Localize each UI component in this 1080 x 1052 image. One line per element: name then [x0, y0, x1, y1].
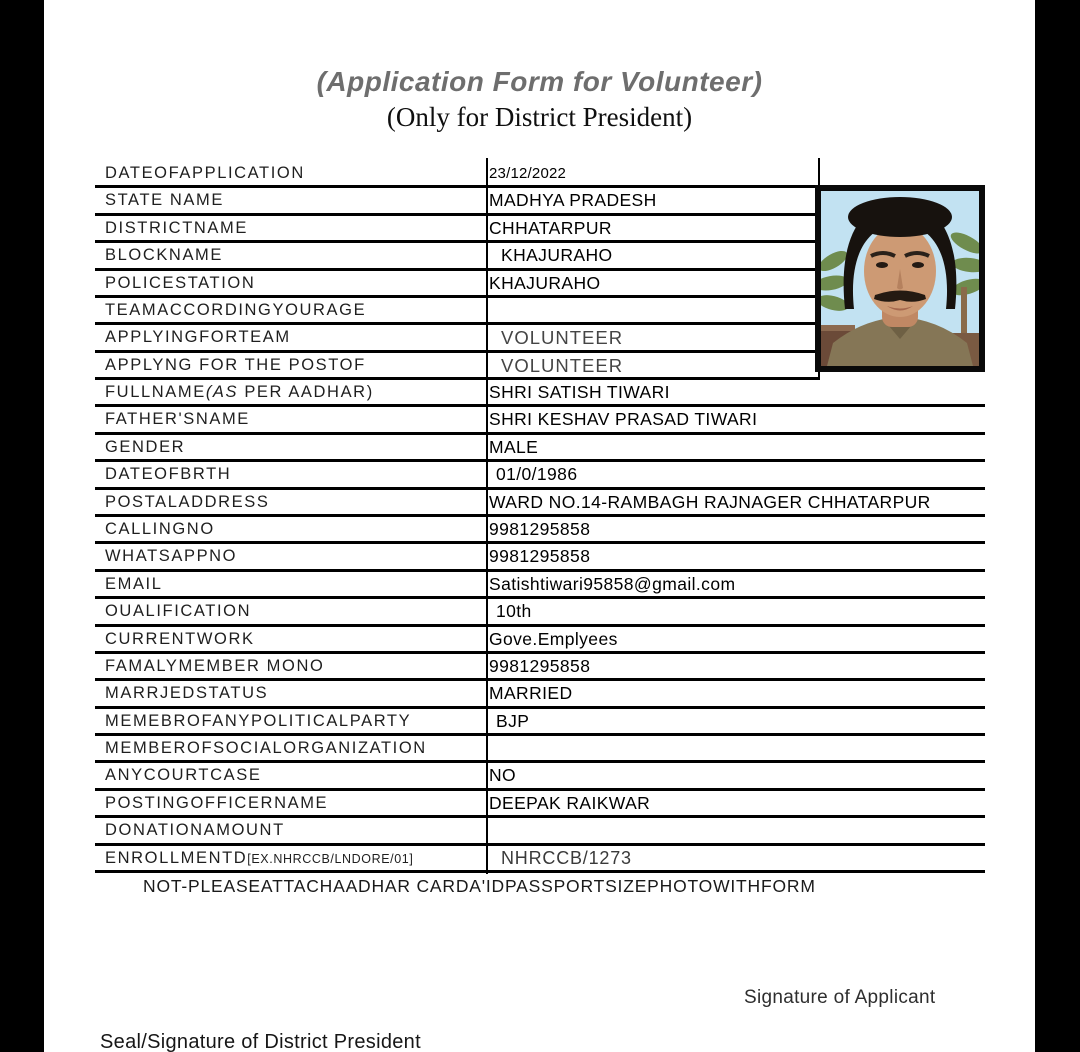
field-value	[489, 817, 983, 844]
table-row	[95, 626, 985, 653]
field-label: OUALIFICATION	[105, 602, 252, 621]
field-label: POLICESTATION	[105, 273, 256, 292]
field-label: WHATSAPPNO	[105, 547, 238, 566]
table-row	[95, 379, 985, 406]
field-value: VOLUNTEER	[501, 327, 624, 349]
table-row	[95, 160, 985, 187]
right-black-border	[1035, 0, 1080, 1052]
applicant-photo	[815, 185, 985, 372]
field-label: POSTALADDRESS	[105, 492, 270, 511]
field-value: NO	[489, 765, 517, 786]
field-value: NHRCCB/1273	[501, 847, 632, 868]
field-label: EMAIL	[105, 574, 163, 593]
field-label: FAMALYMEMBER MONO	[105, 656, 325, 675]
field-value: KHAJURAHO	[501, 245, 613, 266]
field-value: 10th	[496, 601, 532, 622]
table-row	[95, 516, 985, 543]
field-value: 23/12/2022	[489, 165, 567, 182]
field-label: FATHER'SNAME	[105, 410, 250, 429]
table-row	[95, 434, 985, 461]
signature-of-applicant-label: Signature of Applicant	[744, 987, 936, 1008]
field-value: VOLUNTEER	[501, 354, 624, 376]
field-label: DISTRICTNAME	[105, 218, 248, 237]
left-black-border	[0, 0, 44, 1052]
table-row	[95, 735, 985, 762]
field-label: ENROLLMENTD[EX.NHRCCB/LNDORE/01]	[105, 848, 414, 867]
table-row	[95, 708, 985, 735]
table-row	[95, 817, 985, 844]
field-value: MADHYA PRADESH	[489, 190, 657, 211]
field-value: SHRI KESHAV PRASAD TIWARI	[489, 409, 758, 430]
table-row	[95, 762, 985, 789]
field-value: SHRI SATISH TIWARI	[489, 382, 670, 403]
field-label: TEAMACCORDINGYOURAGE	[105, 300, 367, 319]
field-label: CURRENTWORK	[105, 629, 255, 648]
field-value: Satishtiwari95858@gmail.com	[489, 573, 736, 594]
field-value: MARRIED	[489, 683, 573, 704]
field-label: APPLYNG FOR THE POSTOF	[105, 355, 366, 374]
field-label: POSTINGOFFICERNAME	[105, 793, 329, 812]
field-label: CALLINGNO	[105, 520, 215, 538]
field-value: BJP	[496, 710, 530, 731]
field-label: FULLNAME(AS PER AADHAR)	[105, 383, 374, 402]
field-label: DATEOFBRTH	[105, 465, 232, 484]
field-value: Gove.Emplyees	[489, 628, 618, 649]
table-row	[95, 461, 985, 488]
form-title: (Application Form for Volunteer)	[316, 66, 763, 97]
field-value: KHAJURAHO	[489, 272, 601, 293]
table-row	[95, 845, 985, 872]
seal-signature-district-president-label: Seal/Signature of District President	[100, 1031, 421, 1052]
field-value: DEEPAK RAIKWAR	[489, 792, 651, 813]
table-row	[95, 489, 985, 516]
field-value: 01/0/1986	[496, 464, 578, 485]
applicant-photo-image	[821, 191, 979, 366]
table-row	[95, 543, 985, 570]
table-row	[95, 406, 985, 433]
field-label: GENDER	[105, 437, 186, 456]
field-label: MEMEBROFANYPOLITICALPARTY	[105, 711, 412, 730]
field-label: DONATIONAMOUNT	[105, 821, 285, 840]
table-row	[95, 680, 985, 707]
field-value: WARD NO.14-RAMBAGH RAJNAGER CHHATARPUR	[489, 491, 931, 512]
field-value: 9981295858	[489, 519, 591, 539]
field-label: BLOCKNAME	[105, 246, 224, 265]
field-value	[489, 735, 983, 762]
table-row	[95, 571, 985, 598]
field-value: CHHATARPUR	[489, 217, 612, 238]
table-row	[95, 653, 985, 680]
table-row	[95, 790, 985, 817]
field-label: ANYCOURTCASE	[105, 766, 262, 785]
table-row	[95, 598, 985, 625]
field-value: 9981295858	[489, 546, 591, 567]
field-label: DATEOFAPPLICATION	[105, 164, 305, 182]
attachment-note: NOT-PLEASEATTACHAADHAR CARDA'IDPASSPORTSIZEPHOTOWITHFORM	[143, 876, 816, 896]
field-label: STATE NAME	[105, 191, 224, 210]
field-value: MALE	[489, 436, 539, 457]
field-label: APPLYINGFORTEAM	[105, 328, 291, 347]
field-label: MEMBEROFSOCIALORGANIZATION	[105, 739, 427, 758]
form-subtitle: (Only for District President)	[386, 102, 693, 132]
row-border-line	[95, 870, 985, 873]
field-label: MARRJEDSTATUS	[105, 684, 269, 703]
field-value: 9981295858	[489, 655, 591, 676]
